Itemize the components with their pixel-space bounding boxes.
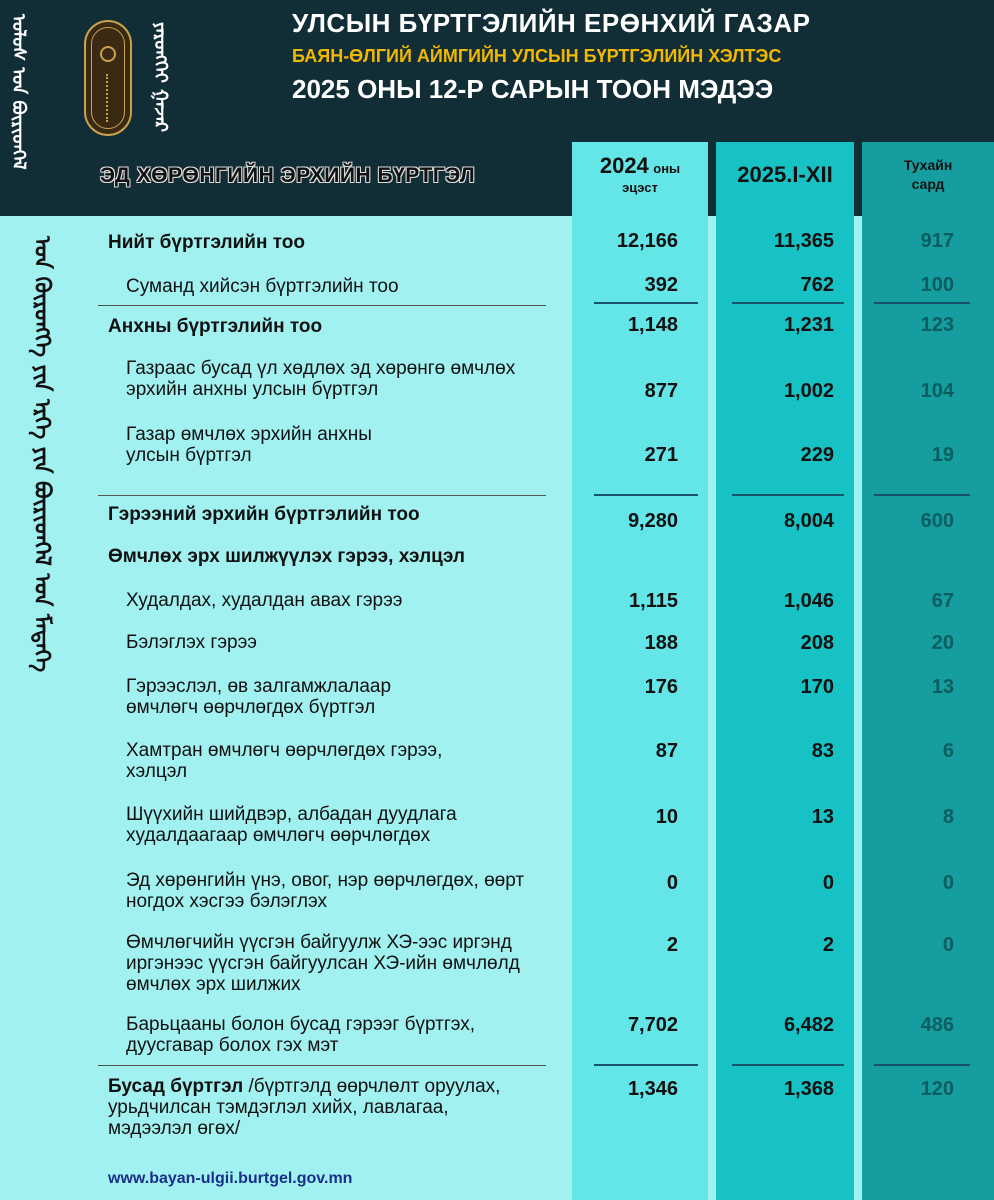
- column-month: [862, 142, 994, 1200]
- divider: [594, 1064, 698, 1066]
- divider: [98, 495, 546, 496]
- divider: [732, 302, 844, 304]
- divider: [874, 494, 970, 496]
- mongolian-side-text: ᠡᠳ ᠬᠦᠷᠦᠩᠭᠡ ᠶᠢᠨ ᠡᠷᠬᠡ ᠶᠢᠨ ᠪᠦᠷᠢᠳᠬᠡᠯ ᠤᠨ ᠮᠡᠳᠡᠭᠡ: [29, 236, 54, 673]
- divider: [98, 1065, 546, 1066]
- mongolian-script-right: ᠶᠡᠷᠦᠩᠬᠡᠢ ᠭᠠᠵᠠᠷ: [149, 22, 171, 133]
- column-2025: [716, 142, 854, 1200]
- divider: [874, 302, 970, 304]
- column-header-2024: 2024 оны эцэст: [599, 153, 681, 195]
- column-header-2025: 2025.I-XII: [737, 162, 833, 187]
- divider: [594, 302, 698, 304]
- divider: [732, 494, 844, 496]
- divider: [594, 494, 698, 496]
- section-title: ЭД ХӨРӨНГИЙН ЭРХИЙН БҮРТГЭЛ: [100, 164, 476, 187]
- page-subtitle: БАЯН-ӨЛГИЙ АЙМГИЙН УЛСЫН БҮРТГЭЛИЙН ХЭЛТЭС: [292, 46, 782, 66]
- divider: [874, 1064, 970, 1066]
- emblem-icon: [84, 20, 132, 136]
- column-header-month: Тухайн сард: [903, 157, 953, 192]
- page-title: УЛСЫН БҮРТГЭЛИЙН ЕРӨНХИЙ ГАЗАР: [292, 8, 811, 38]
- report-period: 2025 ОНЫ 12-Р САРЫН ТООН МЭДЭЭ: [292, 74, 774, 104]
- divider: [732, 1064, 844, 1066]
- mongolian-script-left: ᠤᠯᠤᠰ ᠤᠨ ᠪᠦᠷᠢᠳᠬᠡᠯ: [7, 14, 29, 170]
- divider: [98, 305, 546, 306]
- column-2024: [572, 142, 708, 1200]
- footer-website-link[interactable]: www.bayan-ulgii.burtgel.gov.mn: [108, 1170, 353, 1187]
